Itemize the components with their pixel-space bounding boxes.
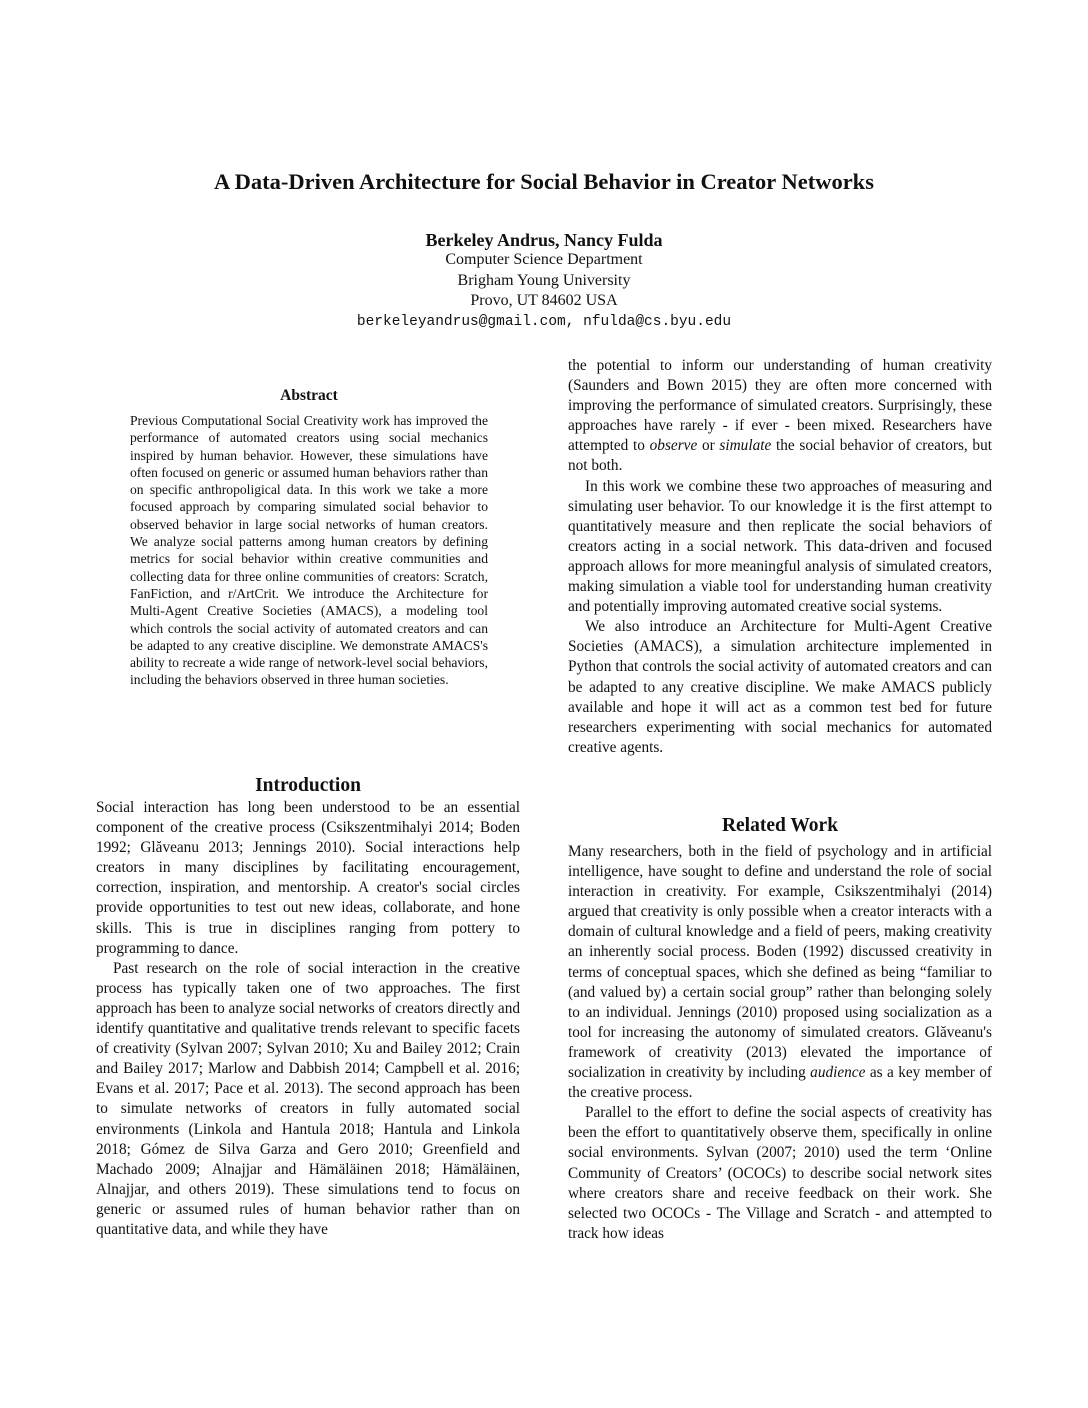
department: Computer Science Department — [445, 251, 643, 268]
paper-title: A Data-Driven Architecture for Social Behavior in Creator Networks — [214, 169, 874, 194]
author-names: Berkeley Andrus, Nancy Fulda — [425, 230, 663, 250]
related-paragraph-2: Parallel to the effort to define the social aspects of creativity has been the effort to quantitatively observe them, specifically in online social environments. Sylvan (2007; 2010) used the term ‘Online Community of Creators’ (OCOCs) to describe social network sites where creators share and receive feedback on their work. She selected two OCOCs - The Village and Scratch - and attempted to track how ideas — [568, 1104, 992, 1242]
related-paragraph-1-tail: as a key member of the creative process. — [568, 1064, 992, 1102]
audience-emphasis: audience — [810, 1064, 866, 1082]
address: Provo, UT 84602 USA — [470, 292, 618, 309]
left-column-body — [96, 798, 520, 1240]
abstract-text: Previous Computational Social Creativity work has improved the performance of automated creators using social mechanics inspired by human behavior. However, these simulations have often focused on generic or assumed human behaviors rather than on specific anthropoligical data. In this work we take a more focused approach by comparing simulated social behavior to observed behavior in large social networks of human creators. We analyze social patterns among human creators by defining metrics for social behavior within creative communities and collecting data for three online communities of creators: Scratch, FanFiction, and r/ArtCrit. We introduce the Architecture for Multi-Agent Creative Societies (AMACS), a modeling tool which controls the social activity of automated creators and can be adapted to any creative discipline. We demonstrate AMACS's ability to recreate a wide range of network-level social behaviors, including the behaviors observed in three human societies. — [130, 413, 488, 688]
affiliation-block — [0, 250, 1088, 332]
intro-paragraph-3: In this work we combine these two approaches of measuring and simulating user behavior. To our knowledge it is the first attempt to quantitatively measure and then replicate the social behaviors of creators acting in a social network. This data-driven and focused approach allows for more meaningful analysis of simulated creators, making simulation a viable tool for understanding human creativity and potentially improving automated creative social systems. — [568, 477, 992, 616]
university: Brigham Young University — [457, 271, 631, 289]
observe-emphasis: observe — [649, 437, 698, 455]
simulate-emphasis: simulate — [719, 437, 772, 455]
right-column-body-bottom — [568, 842, 992, 1244]
related-paragraph-1 — [568, 842, 992, 1103]
intro-paragraph-2-tail: the social behavior of creators, but not both. — [568, 437, 992, 475]
related-work-heading: Related Work — [721, 815, 839, 836]
intro-paragraph-1: Social interaction has long been understood to be an essential component of the creative process (Csikszentmihalyi 2014; Boden 1992; Glăveanu 2013; Jennings 2010). Social interactions help creators in many disciplines by facilitating encouragement, correction, inspiration, and mentorship. A creator's social circles provide opportunities to test out new ideas, collaborate, and hone skills. This is true in disciplines ranging from pottery to programming to dance. — [96, 799, 520, 957]
abstract-heading: Abstract — [280, 387, 338, 404]
intro-paragraph-4: We also introduce an Architecture for Multi-Agent Creative Societies (AMACS), a simulation architecture implemented in Python that controls the social activity of automated creators and can be adapted to any creative discipline. We make AMACS publicly available and hope it will act as a common test bed for future researchers experimenting with social mechanics for automated creative agents. — [568, 618, 992, 756]
right-column-body-top — [568, 356, 992, 758]
or-text: or — [697, 437, 720, 455]
related-paragraph-1-text: Many researchers, both in the field of psychology and in artificial intelligence, have sought to define and understand the role of social interaction in creativity. For example, Csikszentmihalyi (2014) argued that creativity is only possible when a creator interacts with a domain of cultural knowledge and a field of peers, making creativity an inherently social process. Boden (1992) discussed creativity in terms of conceptual spaces, which she defined as being “familiar to (and valued by) a certain social group” rather than belonging solely to an individual. Jennings (2010) proposed using socialization as a tool for increasing the autonomy of simulated creators. Glăveanu's framework of creativity (2013) elevated the importance of socialization in creativity by including — [568, 843, 992, 1082]
intro-paragraph-2-cont-text: the potential to inform our understanding of human creativity (Saunders and Bown 2015) they are often more concerned with improving the performance of simulated creators. Surprisingly, these approaches have rarely - if ever - been mixed. Researchers have attempted to — [568, 357, 992, 455]
author-emails: berkeleyandrus@gmail.com, nfulda@cs.byu.edu — [356, 313, 732, 330]
introduction-heading: Introduction — [255, 775, 361, 796]
intro-paragraph-2-continued — [568, 356, 992, 477]
intro-paragraph-2: Past research on the role of social interaction in the creative process has typically taken one of two approaches. The first approach has been to analyze social networks of creators directly and identify quantitative and qualitative trends relevant to specific facets of creativity (Sylvan 2007; Sylvan 2010; Xu and Bailey 2012; Crain and Bailey 2017; Marlow and Dabbish 2014; Campbell et al. 2016; Evans et al. 2017; Pace et al. 2013). The second approach has been to simulate networks of creators in fully automated social environments (Linkola and Hantula 2018; Hantula and Linkola 2018; Gómez de Silva Garza and Gero 2010; Greenfield and Machado 2009; Alnajjar and Hämäläinen 2018; Hämäläinen, Alnajjar, and others 2019). These simulations tend to focus on generic or assumed rules of human behavior rather than on quantitative data, and while they have — [96, 959, 520, 1238]
